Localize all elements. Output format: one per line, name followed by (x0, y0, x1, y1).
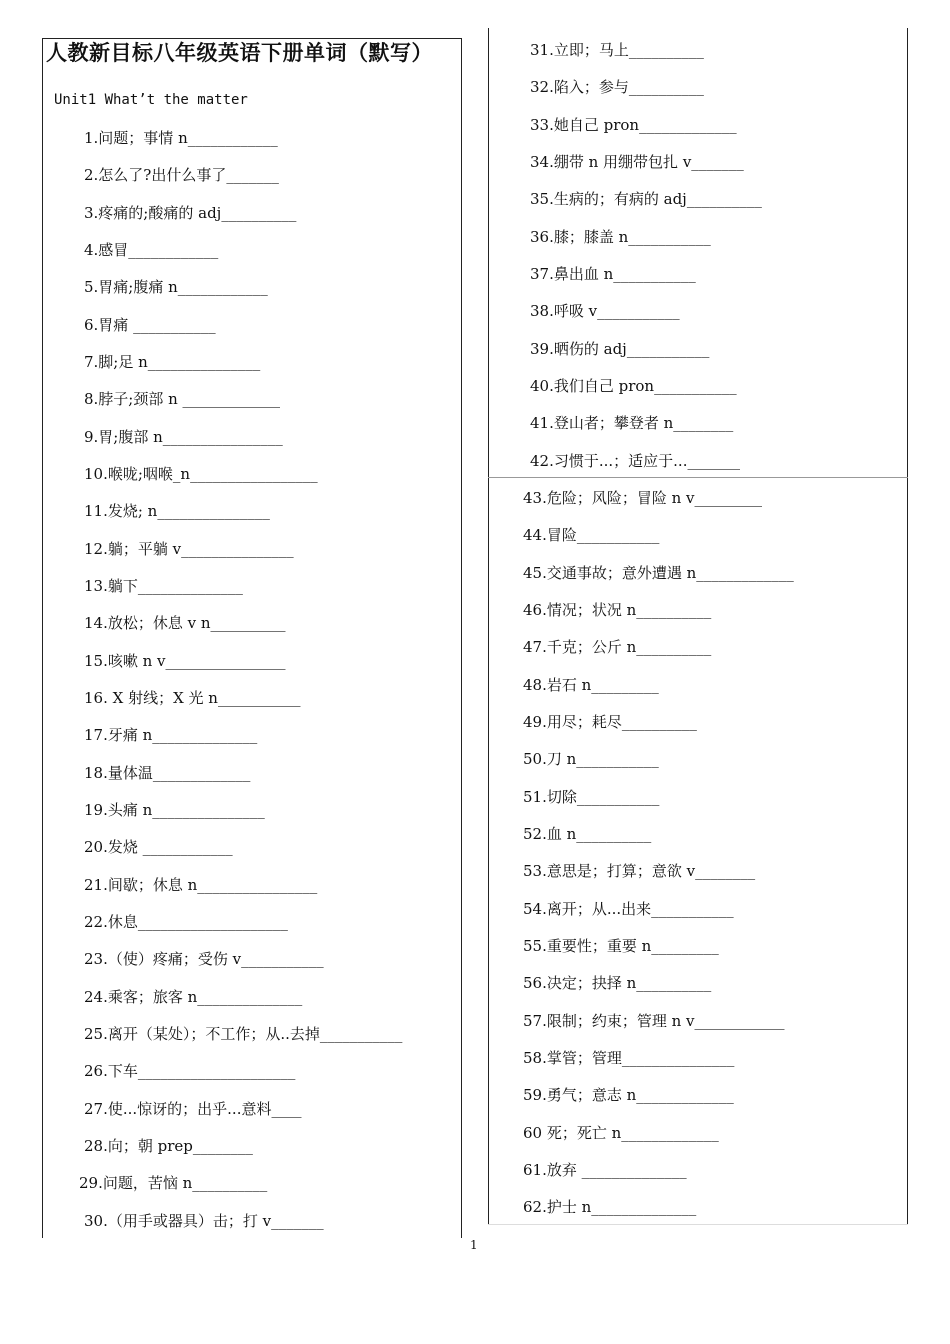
list-item: 54.离开；从...出来___________ (523, 900, 734, 918)
list-item: 4.感冒____________ (84, 241, 219, 259)
list-item: 14.放松；休息 v n__________ (84, 614, 286, 632)
list-item: 38.呼吸 v___________ (530, 302, 680, 320)
list-item: 53.意思是；打算；意欲 v________ (523, 862, 756, 880)
list-item: 5.胃痛;腹痛 n____________ (84, 278, 268, 296)
list-item: 20.发烧 ____________ (84, 838, 233, 856)
list-item: 45.交通事故；意外遭遇 n_____________ (523, 564, 794, 582)
list-item: 39.晒伤的 adj___________ (530, 340, 710, 358)
list-item: 8.脖子;颈部 n _____________ (84, 390, 281, 408)
list-item: 28.向；朝 prep________ (84, 1137, 253, 1155)
list-item: 62.护士 n______________ (523, 1198, 697, 1216)
list-item: 41.登山者；攀登者 n________ (530, 414, 734, 432)
list-item: 29.问题，苦恼 n__________ (79, 1174, 268, 1192)
list-item: 18.量体温_____________ (84, 764, 251, 782)
list-item: 50.刀 n___________ (523, 750, 659, 768)
list-item: 44.冒险___________ (523, 526, 660, 544)
list-item: 11.发烧; n_______________ (84, 502, 270, 520)
list-item: 55.重要性；重要 n_________ (523, 937, 719, 955)
list-item: 27.使...惊讶的；出乎...意料____ (84, 1100, 302, 1118)
list-item: 31.立即；马上__________ (530, 41, 704, 59)
list-item: 46.情况；状况 n__________ (523, 601, 712, 619)
list-item: 25.离开（某处）；不工作；从..去掉___________ (84, 1025, 403, 1043)
list-item: 2.怎么了?出什么事了_______ (84, 166, 279, 184)
right-column-section-divider (488, 477, 908, 478)
list-item: 52.血 n__________ (523, 825, 652, 843)
right-column-right-border (907, 28, 908, 1224)
list-item: 48.岩石 n_________ (523, 676, 659, 694)
list-item: 22.休息____________________ (84, 913, 288, 931)
list-item: 15.咳嗽 n v________________ (84, 652, 286, 670)
page-number: 1 (470, 1238, 478, 1252)
list-item: 9.胃;腹部 n________________ (84, 428, 283, 446)
list-item: 57.限制；约束；管理 n v____________ (523, 1012, 785, 1030)
list-item: 3.疼痛的;酸痛的 adj__________ (84, 204, 297, 222)
list-item: 37.鼻出血 n___________ (530, 265, 696, 283)
list-item: 19.头痛 n_______________ (84, 801, 265, 819)
list-item: 16. X 射线；X 光 n___________ (84, 689, 301, 707)
list-item: 56.决定；抉择 n__________ (523, 974, 712, 992)
list-item: 30.（用手或器具）击；打 v_______ (84, 1212, 324, 1230)
list-item: 51.切除___________ (523, 788, 660, 806)
list-item: 6.胃痛 ___________ (84, 316, 216, 334)
list-item: 13.躺下______________ (84, 577, 243, 595)
list-item: 61.放弃 ______________ (523, 1161, 687, 1179)
list-item: 40.我们自己 pron___________ (530, 377, 737, 395)
list-item: 34.绷带 n 用绷带包扎 v_______ (530, 153, 744, 171)
list-item: 32.陷入；参与__________ (530, 78, 704, 96)
list-item: 10.喉咙;咽喉_n_________________ (84, 465, 318, 483)
list-item: 49.用尽；耗尽__________ (523, 713, 697, 731)
list-item: 43.危险；风险；冒险 n v_________ (523, 489, 763, 507)
right-column-left-border (488, 28, 489, 1224)
left-column-left-border (42, 38, 43, 1238)
list-item: 23.（使）疼痛；受伤 v___________ (84, 950, 324, 968)
list-item: 1.问题；事情 n____________ (84, 129, 278, 147)
left-column-right-border (461, 38, 462, 1238)
list-item: 12.躺；平躺 v_______________ (84, 540, 294, 558)
list-item: 21.间歇；休息 n________________ (84, 876, 318, 894)
list-item: 26.下车_____________________ (84, 1062, 296, 1080)
list-item: 60 死；死亡 n_____________ (523, 1124, 719, 1142)
list-item: 24.乘客；旅客 n______________ (84, 988, 303, 1006)
right-column-bottom-border (488, 1224, 908, 1225)
list-item: 36.膝；膝盖 n___________ (530, 228, 711, 246)
list-item: 7.脚;足 n_______________ (84, 353, 261, 371)
page-title: 人教新目标八年级英语下册单词（默写） (46, 41, 433, 65)
list-item: 33.她自己 pron_____________ (530, 116, 737, 134)
list-item: 35.生病的；有病的 adj__________ (530, 190, 762, 208)
list-item: 17.牙痛 n______________ (84, 726, 258, 744)
list-item: 58.掌管；管理_______________ (523, 1049, 735, 1067)
unit-heading: Unit1 What’t the matter (54, 92, 248, 108)
list-item: 42.习惯于...；适应于..._______ (530, 452, 740, 470)
list-item: 59.勇气；意志 n_____________ (523, 1086, 734, 1104)
list-item: 47.千克；公斤 n__________ (523, 638, 712, 656)
